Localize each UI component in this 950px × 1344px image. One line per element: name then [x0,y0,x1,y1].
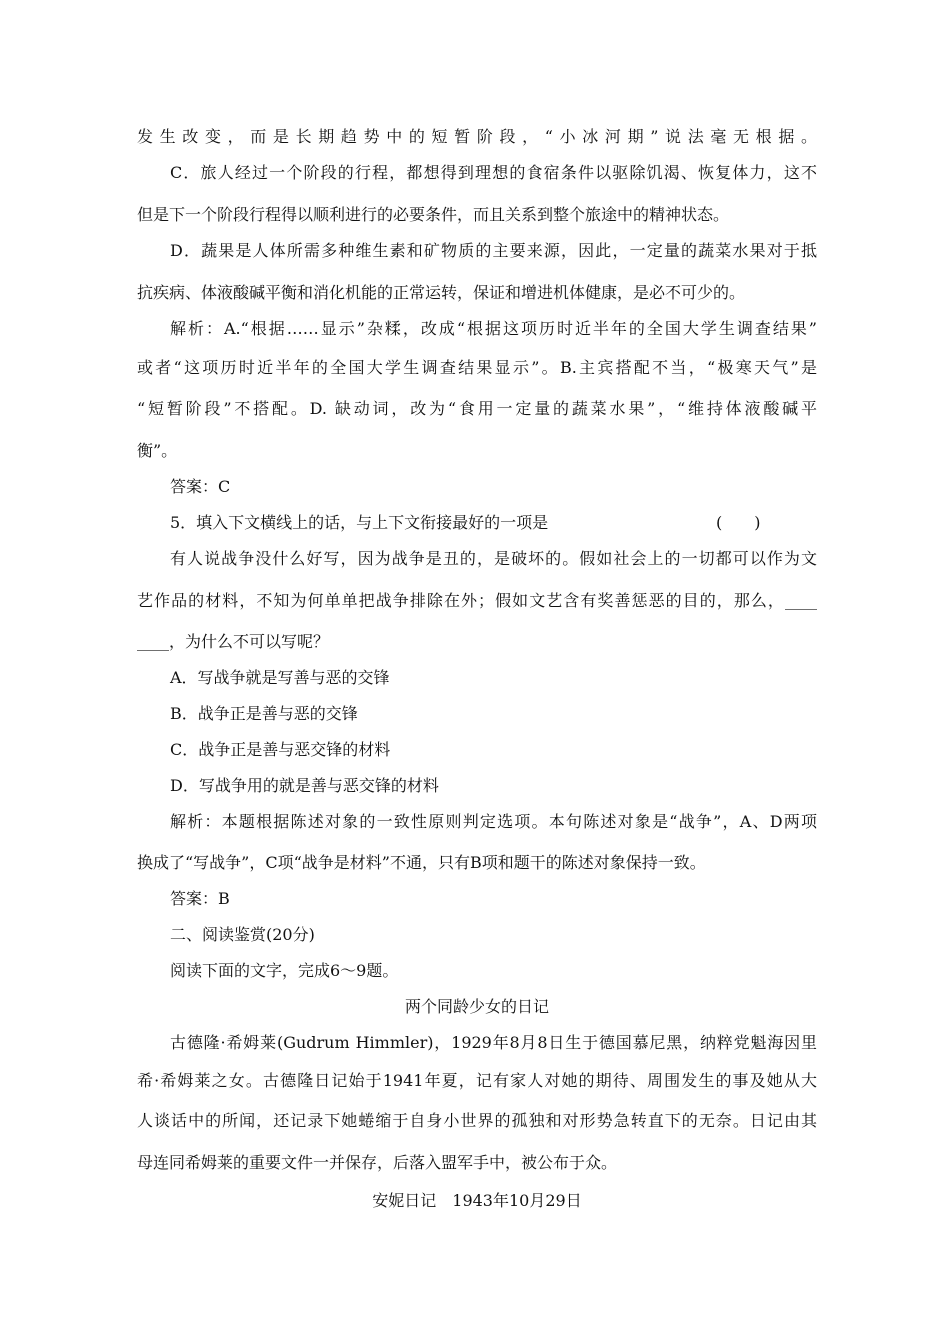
option-d-line-2: 抗疾病、体液酸碱平衡和消化机能的正常运转，保证和增进机体健康，是必不可少的。 [137,283,746,302]
intro-line-2: 希·希姆莱之女。古德隆日记始于1941年夏，记有家人对她的期待、周围发生的事及她从大 [137,1071,817,1090]
passage-line-3: ____，为什么不可以写呢？ [137,632,330,651]
option-c-line-1: C．旅人经过一个阶段的行程，都想得到理想的食宿条件以驱除饥渴、恢复体力，这不 [170,163,817,182]
option-c-line-2: 但是下一个阶段行程得以顺利进行的必要条件，而且关系到整个旅途中的精神状态。 [137,205,730,224]
text-line: 发生改变，而是长期趋势中的短暂阶段，“小冰河期”说法毫无根据。 [137,127,817,146]
question-5: 5．填入下文横线上的话，与上下文衔接最好的一项是 [170,513,549,532]
analysis-line-4: 衡”。 [137,441,178,460]
option-a: A．写战争就是写善与恶的交锋 [170,668,390,687]
analysis-line-3: “短暂阶段”不搭配。D. 缺动词，改为“食用一定量的蔬菜水果”，“维持体液酸碱平 [137,399,817,418]
option-c: C．战争正是善与恶交锋的材料 [170,740,391,759]
intro-line-4: 母连同希姆莱的重要文件一并保存，后落入盟军手中，被公布于众。 [137,1153,618,1172]
answer-line: 答案：C [170,477,231,496]
answer-5: 答案：B [170,889,230,908]
reading-instruction: 阅读下面的文字，完成6～9题。 [170,961,399,980]
answer-blank: ( ) [716,513,761,532]
article-title: 两个同龄少女的日记 [404,997,549,1016]
section-heading: 二、阅读鉴赏(20分) [170,925,315,944]
intro-line-1: 古德隆·希姆莱(Gudrum Himmler)，1929年8月8日生于德国慕尼黑，纳粹党魁海因里 [170,1033,817,1052]
option-d-line-1: D．蔬果是人体所需多种维生素和矿物质的主要来源，因此，一定量的蔬菜水果对于抵 [170,241,817,260]
passage-line-2: 艺作品的材料，不知为何单单把战争排除在外；假如文艺含有奖善惩恶的目的，那么，____ [137,591,817,610]
analysis-line-2: 或者“这项历时近半年的全国大学生调查结果显示”。B.主宾搭配不当，“极寒天气”是 [137,358,817,377]
analysis-5-line-2: 换成了“写战争”，C项“战争是材料”不通，只有B项和题干的陈述对象保持一致。 [137,853,706,872]
analysis-5-line-1: 解析：本题根据陈述对象的一致性原则判定选项。本句陈述对象是“战争”，A、D两项 [170,812,817,831]
option-d: D．写战争用的就是善与恶交锋的材料 [170,776,439,795]
intro-line-3: 人谈话中的所闻，还记录下她蜷缩于自身小世界的孤独和对形势急转直下的无奈。日记由其 [137,1111,817,1130]
passage-line-1: 有人说战争没什么好写，因为战争是丑的，是破坏的。假如社会上的一切都可以作为文 [170,549,817,568]
diary-heading: 安妮日记 1943年10月29日 [372,1191,582,1210]
analysis-line-1: 解析：A.“根据……显示”杂糅，改成“根据这项历时近半年的全国大学生调查结果” [170,319,817,338]
option-b: B．战争正是善与恶的交锋 [170,704,358,723]
